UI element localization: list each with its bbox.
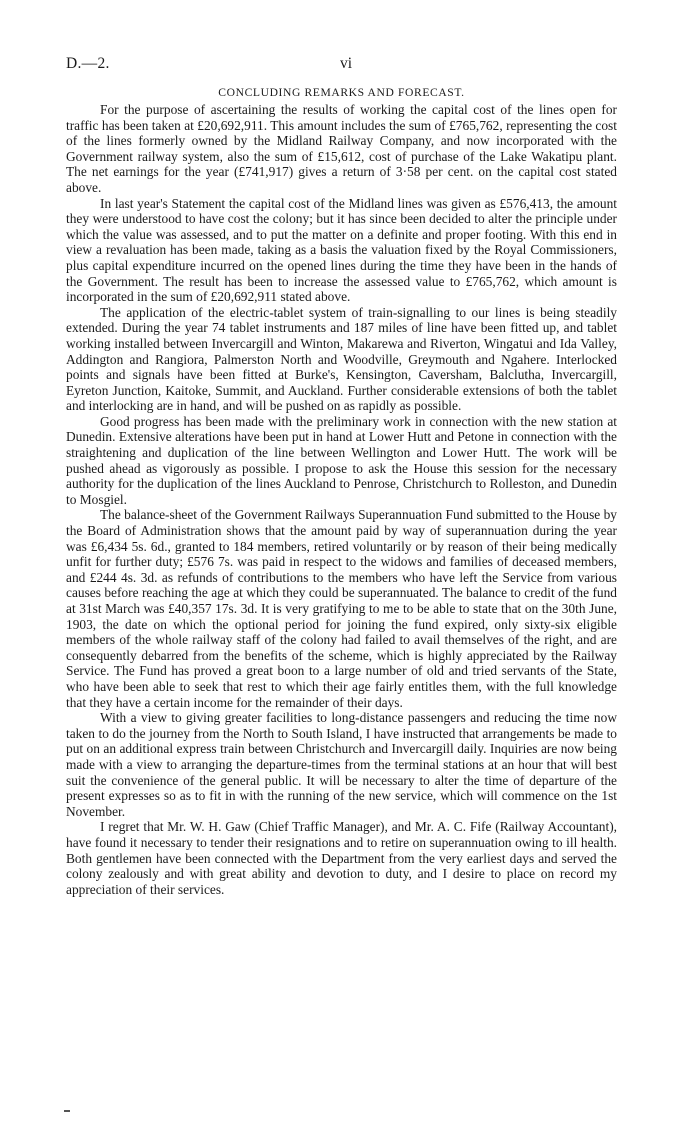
paragraph-dunedin-station: Good progress has been made with the preliminary work in connection with the new station at Dunedin. Extensive alterations have been put in hand at Lower Hutt and Petone in connection with the straightening and duplication of the line between Wellington and Lower Hutt. The work will be pushed ahead as vigorously as possible. I propose to ask the House this session for the necessary authority for the duplication of the lines Auckland to Penrose, Christchurch to Rolleston, and Dunedin to Mosgiel. [66,413,617,507]
page-mark [64,1110,70,1112]
paragraph-superannuation-fund: The balance-sheet of the Government Railways Superannuation Fund submitted to the House by the Board of Administration shows that the amount paid by way of superannuation during the year was £6,434 5s. 6d., granted to 184 members, retired voluntarily or by reason of their being medically unfit for further duty; £576 7s. was paid in respect to the widows and families of deceased members, and £244 4s. 3d. as refunds of contributions to the members who have left the Service from various causes before reaching the age at which they could be superannuated. The balance to credit of the fund at 31st March was £40,357 17s. 3d. It is very gratifying to me to be able to state that on the 30th June, 1903, the date on which the optional period for joining the fund expired, only sixty-six eligible members of the whole railway staff of the colony had failed to avail themselves of the right, and are consequently debarred from the benefits of the scheme, which is highly appreciated by the Railway Service. The Fund has proved a great boon to a large number of old and tried servants of the State, who have been able to seek that rest to which their age fairly entitles them, with the full knowledge that they have a certain income for the remainder of their days. [66,507,617,710]
paragraph-midland-valuation: In last year's Statement the capital cost of the Midland lines was given as £576,413, the amount they were understood to have cost the colony; but it has since been decided to alter the principle under which the value was assessed, and to put the matter on a definite and proper footing. With this end in view a revaluation has been made, taking as a basis the valuation fixed by the Royal Commissioners, plus capital expenditure incurred on the opened lines during the time they have been in the hands of the Government. The result has been to increase the assessed value to £765,762, which amount is incorporated in the sum of £20,692,911 stated above. [66,195,617,305]
page-number: vi [339,55,353,72]
paragraph-resignations: I regret that Mr. W. H. Gaw (Chief Traffic Manager), and Mr. A. C. Fife (Railway Accountant), have found it necessary to tender their resignations and to retire on superannuation owing to ill health. Both gentlemen have been connected with the Department from the very earliest days and served the colony zealously and with great ability and devotion to duty, and I desire to place on record my appreciation of their services. [66,819,617,897]
page-header [66,55,626,75]
paragraph-electric-tablet: The application of the electric-tablet system of train-signalling to our lines is being steadily extended. During the year 74 tablet instruments and 187 miles of line have been fitted up, and tablet working installed between Invercargill and Winton, Makarewa and Riverton, Wingatui and Ida Valley, Addington and Rangiora, Palmerston North and Woodville, Greymouth and Ngahere. Interlocked points and signals have been fitted at Burke's, Kensington, Caversham, Balclutha, Invercargill, Eyreton Junction, Kaitoke, Summit, and Auckland. Further considerable extensions of both the tablet and interlocking are in hand, and will be pushed on as rapidly as possible. [66,304,617,414]
page-body [66,86,617,897]
section-title: CONCLUDING REMARKS AND FORECAST. [218,86,465,99]
paragraph-express-service: With a view to giving greater facilities to long-distance passengers and reducing the time now taken to do the journey from the North to South Island, I have instructed that arrangements be made to put on an additional express train between Christchurch and Invercargill daily. Inquiries are now being made with a view to arranging the departure-times from the terminal stations at an hour that will best suit the convenience of the general public. It will be necessary to alter the time of departure of the present expresses so as to fit in with the running of the new service, which will commence on the 1st November. [66,710,617,819]
paragraph-capital-cost: For the purpose of ascertaining the results of working the capital cost of the lines open for traffic has been taken at £20,692,911. This amount includes the sum of £765,762, representing the cost of the lines formerly owned by the Midland Railway Company, and now incorporated with the Government railway system, also the sum of £15,612, cost of purchase of the Lake Wakatipu plant. The net earnings for the year (£741,917) gives a return of 3·58 per cent. on the capital cost stated above. [66,102,617,195]
document-reference: D.—2. [66,55,110,72]
